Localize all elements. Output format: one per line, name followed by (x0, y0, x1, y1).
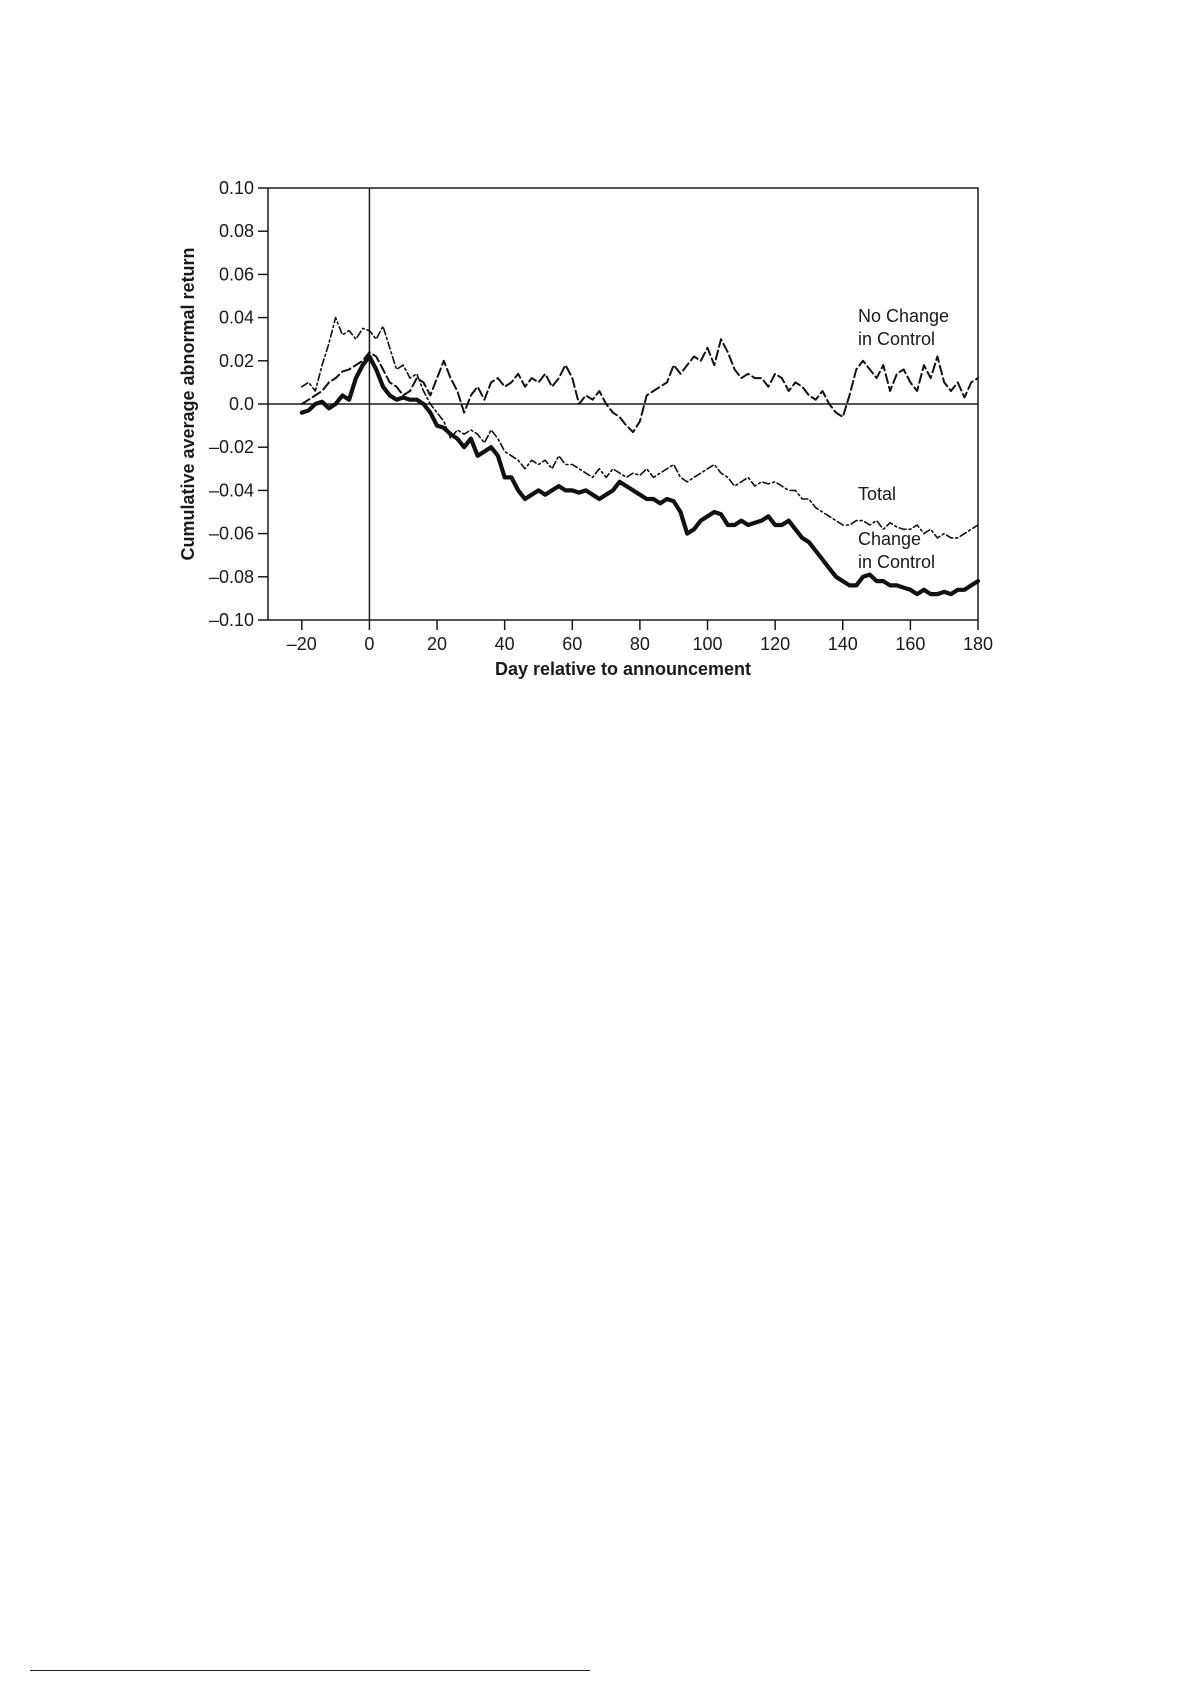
y-tick-label: 0.08 (218, 221, 254, 242)
x-tick-label: 20 (427, 634, 448, 654)
x-tick-label: 160 (895, 634, 926, 654)
x-tick-label: 0 (364, 634, 375, 654)
y-tick-label: –0.06 (208, 523, 254, 544)
y-tick-label: –0.02 (208, 437, 254, 458)
x-tick-label: 140 (827, 634, 858, 654)
x-tick-label: 100 (692, 634, 723, 654)
x-tick-label: 180 (962, 634, 994, 654)
series-label-total-line1: Total (858, 484, 897, 504)
x-tick-label: 80 (629, 634, 650, 654)
y-tick-label: –0.08 (208, 566, 254, 587)
y-tick-label: 0.02 (218, 350, 254, 371)
series-label-no-change (858, 306, 949, 349)
x-tick-label: 120 (760, 634, 791, 654)
y-axis-ticks (209, 178, 268, 630)
series-label-change-line2: in Control (858, 552, 936, 572)
series-label-no-change-line2: in Control (858, 329, 936, 349)
y-axis-title: Cumulative average abnormal return (178, 247, 198, 561)
y-tick-label: 0.10 (218, 178, 254, 198)
series-label-no-change-line1: No Change (858, 306, 950, 326)
series-label-change (858, 529, 935, 572)
x-axis-ticks (287, 620, 993, 654)
y-tick-label: 0.06 (218, 264, 254, 285)
y-tick-label: –0.04 (208, 480, 254, 501)
series-line-total (302, 318, 978, 538)
x-tick-label: 60 (562, 634, 583, 654)
series-label-change-line1: Change (858, 529, 922, 549)
series-label-total (858, 484, 896, 504)
x-axis-title: Day relative to announcement (494, 659, 752, 679)
x-tick-label: 40 (494, 634, 515, 654)
footnote-rule (30, 1670, 590, 1671)
y-tick-label: 0.04 (218, 307, 254, 328)
y-tick-label: 0.0 (228, 394, 254, 414)
y-tick-label: –0.10 (208, 610, 254, 630)
x-tick-label: –20 (286, 634, 317, 654)
series-line-no-change-in-control (302, 339, 978, 432)
